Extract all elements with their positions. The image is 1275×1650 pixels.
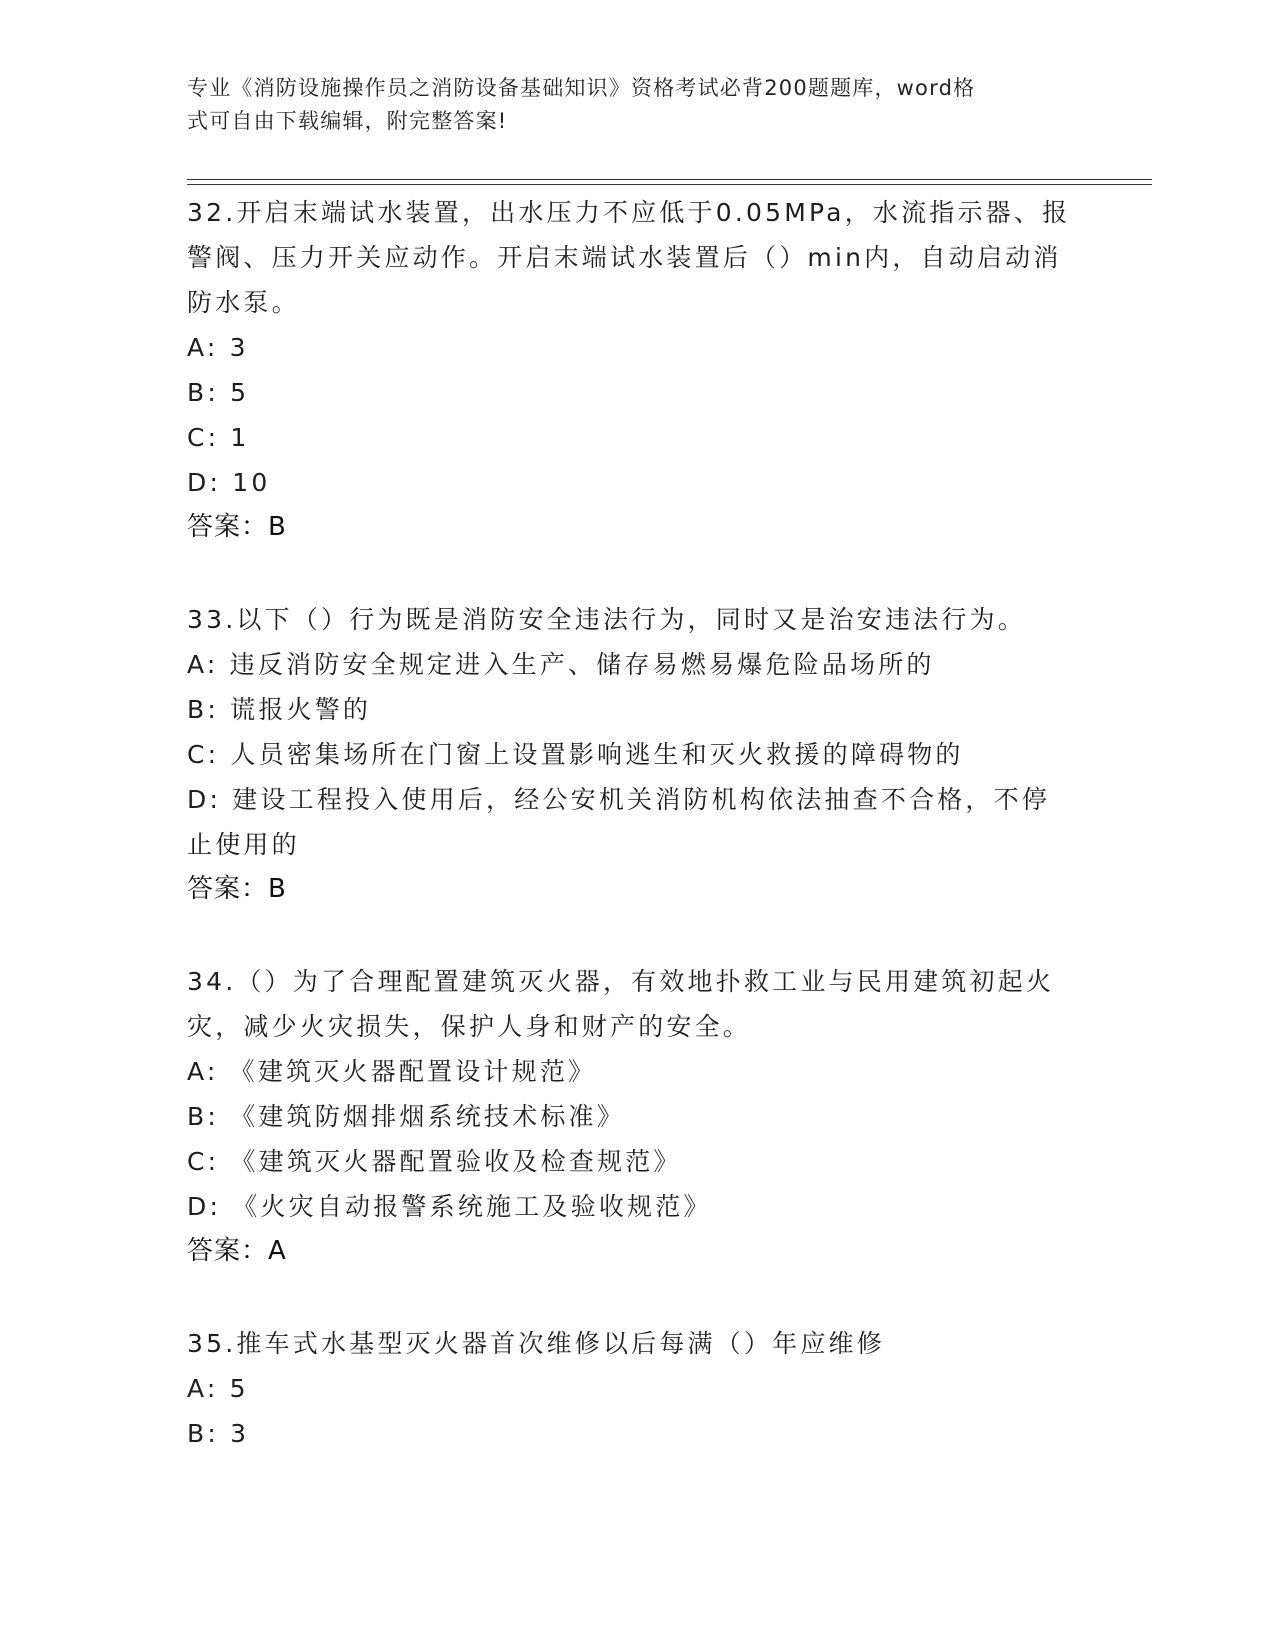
- question-35: [187, 1321, 1077, 1456]
- header-line-1: 专业《消防设施操作员之消防设备基础知识》资格考试必背200题题库，word格: [187, 76, 976, 100]
- option-d-continued: 止使用的: [187, 830, 300, 859]
- question-spacer: [187, 1274, 1077, 1321]
- stem-line: 灾，减少火灾损失，保护人身和财产的安全。: [187, 1012, 752, 1041]
- stem-line: 防水泵。: [187, 288, 300, 317]
- answer-label: 答案：A: [187, 1236, 287, 1266]
- option-c: C: 人员密集场所在门窗上设置影响逃生和灭火救援的障碍物的: [187, 740, 964, 769]
- question-stem: [187, 597, 1077, 642]
- option-d: D: 10: [187, 468, 271, 497]
- stem-line: 32.开启末端试水装置，出水压力不应低于0.05MPa，水流指示器、报: [187, 198, 1071, 227]
- answer-label: 答案：B: [187, 512, 287, 542]
- option-d: D: 《火灾自动报警系统施工及验收规范》: [187, 1192, 712, 1221]
- stem-line: 34.（）为了合理配置建筑灭火器，有效地扑救工业与民用建筑初起火: [187, 967, 1055, 996]
- option-a: A: 《建筑灭火器配置设计规范》: [187, 1057, 597, 1086]
- option-a: A: 5: [187, 1374, 249, 1403]
- option-b: B: 《建筑防烟排烟系统技术标准》: [187, 1102, 625, 1131]
- question-34: [187, 959, 1077, 1274]
- question-33: [187, 597, 1077, 912]
- question-spacer: [187, 550, 1077, 597]
- option-b: B: 3: [187, 1419, 250, 1448]
- question-stem: [187, 1321, 1077, 1366]
- stem-line: 警阀、压力开关应动作。开启末端试水装置后（）min内，自动启动消: [187, 243, 1062, 272]
- option-c: C: 《建筑灭火器配置验收及检查规范》: [187, 1147, 682, 1176]
- option-d: D: 建设工程投入使用后，经公安机关消防机构依法抽查不合格，不停: [187, 785, 1051, 814]
- header-line-2: 式可自由下载编辑，附完整答案!: [187, 109, 508, 133]
- option-a: A: 违反消防安全规定进入生产、储存易燃易爆危险品场所的: [187, 650, 935, 679]
- stem-line: 33.以下（）行为既是消防安全违法行为，同时又是治安违法行为。: [187, 605, 1026, 634]
- question-stem: [187, 959, 1077, 1049]
- question-list: [187, 190, 1077, 1456]
- question-stem: [187, 190, 1077, 325]
- question-32: [187, 190, 1077, 550]
- answer-label: 答案：B: [187, 874, 287, 904]
- option-b: B: 5: [187, 378, 250, 407]
- stem-line: 35.推车式水基型灭火器首次维修以后每满（）年应维修: [187, 1329, 885, 1358]
- header-divider-bottom: [187, 184, 1152, 185]
- option-b: B: 谎报火警的: [187, 695, 372, 724]
- option-c: C: 1: [187, 423, 250, 452]
- question-spacer: [187, 912, 1077, 959]
- document-header: [187, 72, 1067, 138]
- option-a: A: 3: [187, 333, 249, 362]
- header-divider-top: [187, 179, 1152, 180]
